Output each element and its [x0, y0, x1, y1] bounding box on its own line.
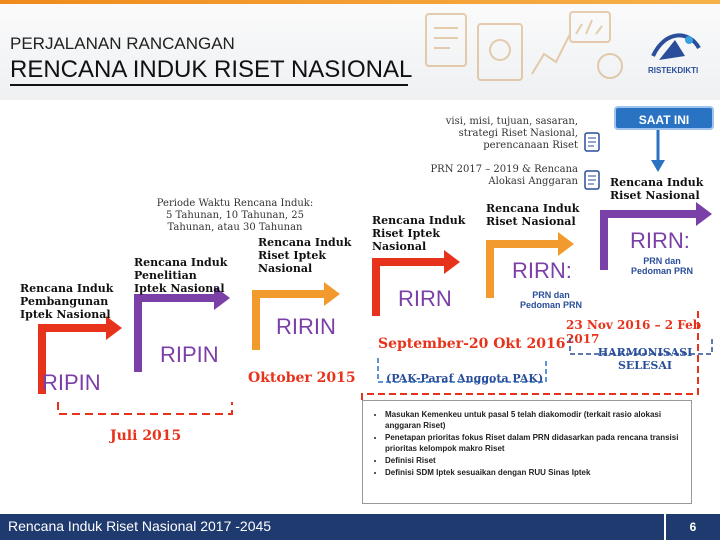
- stage-label-ririn: RIRIN: [276, 314, 336, 339]
- notes-connector: [358, 304, 708, 404]
- stage-desc-line: Rencana Induk: [610, 176, 704, 189]
- header-decoration-icons: [420, 4, 640, 94]
- date-september-2016: September-20 Okt 2016: [378, 336, 566, 352]
- stage-desc-line: Riset Nasional: [610, 189, 700, 202]
- stage-desc-rirn-3: [610, 176, 703, 202]
- stage-desc-line: Riset Iptek: [258, 249, 326, 262]
- stage-desc-line: Riset Iptek: [372, 227, 440, 240]
- footer-title: Rencana Induk Riset Nasional 2017 -2045: [8, 518, 272, 534]
- stage-sub-line: PRN dan: [532, 290, 570, 300]
- ristekdikti-logo: [645, 26, 705, 66]
- visi-line: strategi Riset Nasional,: [458, 128, 578, 139]
- stage-desc-rirn-1: [372, 214, 465, 253]
- saat-ini-arrow: [648, 130, 668, 174]
- stage-desc-line: Riset Nasional: [486, 215, 576, 228]
- juli-bracket: [52, 400, 242, 424]
- stage-desc-line: Pembangunan: [20, 295, 109, 308]
- stage-desc-line: Rencana Induk: [258, 236, 352, 249]
- visi-note: [436, 116, 578, 152]
- stage-desc-line: Iptek Nasional: [20, 308, 111, 321]
- note-item: • Masukan Kemenkeu untuk pasal 5 telah diakomodir (terkait rasio alokasi anggaran Riset): [385, 409, 681, 431]
- title-underline: [10, 84, 408, 86]
- saat-ini-badge: SAAT INI: [614, 106, 714, 130]
- notes-list: [373, 409, 681, 478]
- periode-line: Periode Waktu Rencana Induk:: [156, 198, 314, 209]
- stage-desc-line: Penelitian: [134, 269, 197, 282]
- date-juli-2015: Juli 2015: [110, 428, 182, 444]
- stage-desc-line: Rencana Induk: [486, 202, 580, 215]
- stage-desc-ririn: [258, 236, 351, 275]
- note-item: • Definisi SDM Iptek sesuaikan dengan RUU Sinas Iptek: [385, 467, 681, 478]
- stage-label-ripin-1: RIPIN: [42, 370, 101, 395]
- stage-label-rirn-1: RIRN: [398, 286, 452, 311]
- visi-line: perencanaan Riset: [483, 140, 578, 151]
- harmonisasi-line: SELESAI: [617, 359, 673, 372]
- note-item: • Penetapan prioritas fokus Riset dalam PRN didasarkan pada rencana transisi prioritas kelompok makro Riset: [385, 432, 681, 454]
- date-oktober-2015: Oktober 2015: [248, 370, 356, 386]
- stage-sub-line: Pedoman PRN: [520, 300, 583, 310]
- prn-line: PRN 2017 – 2019 & Rencana: [430, 164, 578, 175]
- periode-line: Tahunan, atau 30 Tahunan: [167, 222, 303, 233]
- stage-desc-line: Nasional: [372, 240, 427, 253]
- stage-desc-line: Rencana Induk: [134, 256, 228, 269]
- stage-sub-line: PRN dan: [643, 256, 681, 266]
- stage-desc-line: Rencana Induk: [372, 214, 466, 227]
- page-title: RENCANA INDUK RISET NASIONAL: [10, 56, 413, 83]
- notes-box: [362, 400, 692, 504]
- stage-desc-ripin-2: [134, 256, 227, 295]
- stage-sub-rirn-3: [626, 256, 698, 276]
- stage-sub-line: Pedoman PRN: [630, 266, 693, 276]
- stage-label-rirn-2: RIRN:: [512, 258, 572, 283]
- stage-label-rirn-3: RIRN:: [630, 228, 690, 253]
- stage-desc-rirn-2: [486, 202, 579, 228]
- stage-desc-line: Rencana Induk: [20, 282, 114, 295]
- date-nov-2016: 23 Nov 2016 – 2 Feb 2017: [566, 318, 702, 346]
- stage-label-ripin-2: RIPIN: [160, 342, 219, 367]
- page-subtitle: PERJALANAN RANCANGAN: [10, 34, 235, 53]
- paraf-note: (PAK-Paraf Anggota PAK): [386, 372, 544, 385]
- page-number: 6: [664, 514, 720, 540]
- document-icon: [584, 132, 602, 152]
- prn-line: Alokasi Anggaran: [488, 176, 578, 187]
- harmonisasi-line: HARMONISASI: [597, 346, 693, 359]
- visi-line: visi, misi, tujuan, sasaran,: [445, 116, 578, 127]
- logo-text: RISTEKDIKTI: [648, 66, 699, 75]
- stage-desc-line: Nasional: [258, 262, 313, 275]
- note-item: • Definisi Riset: [385, 455, 681, 466]
- stage-desc-line: Iptek Nasional: [134, 282, 225, 295]
- stage-desc-ripin-1: [20, 282, 113, 321]
- periode-line: 5 Tahunan, 10 Tahunan, 25: [165, 210, 305, 221]
